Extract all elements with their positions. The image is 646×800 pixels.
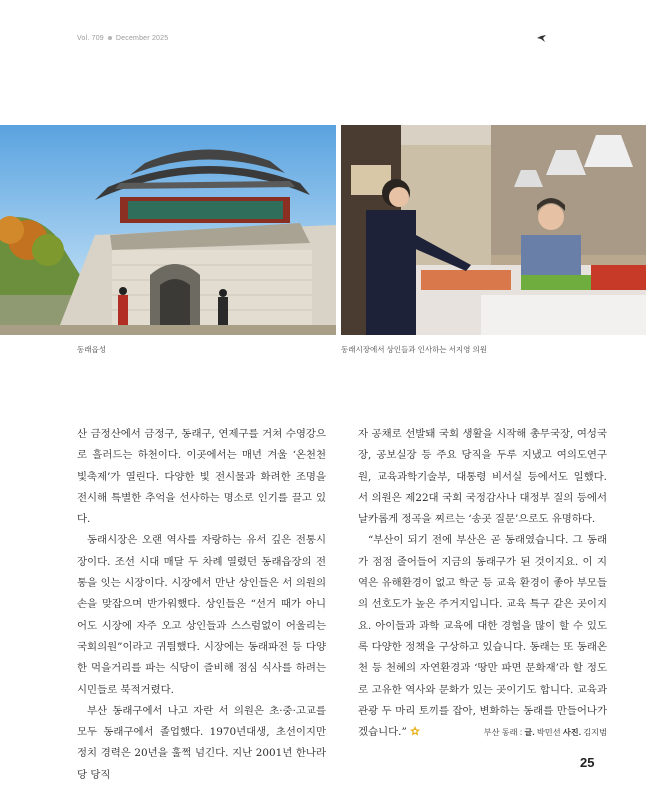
byline-place: 부산 동래 xyxy=(483,728,518,738)
paragraph: 산 금정산에서 금정구, 동래구, 연제구를 거쳐 수영강으로 흘러드는 하천이다. 이곳에서는 매년 겨울 ‘온천천 빛축제’가 열린다. 다양한 빛 전시물과 화려한 조명을 전시해 특별한 추억을 선사하는 명소로 인기를 끌고 있다. xyxy=(77,428,326,526)
byline-photo-label: 사진. xyxy=(562,728,581,738)
paragraph: 부산 동래구에서 나고 자란 서 의원은 초·중·고교를 모두 동래구에서 졸업했다. 1970년대생, 초선이지만 정치 경력은 20년을 훌쩍 넘긴다. 지난 2001년 한나라당 당직 xyxy=(77,704,326,781)
article-column-right xyxy=(358,424,607,743)
photo-market xyxy=(341,125,646,335)
byline-text-label: 글. xyxy=(524,728,535,738)
issue-header xyxy=(77,35,168,42)
byline-photographer: 김지범 xyxy=(583,728,607,738)
paragraph: 동래시장은 오랜 역사를 자랑하는 유서 깊은 전통시장이다. 조선 시대 매달 두 차례 열렸던 동래읍장의 전통을 잇는 시장이다. 시장에서 만난 상인들은 서 의원의 손을 맞잡으며 반가워했다. 상인들은 “선거 때가 아니어도 시장에 자주 오고 상인들과 스스럼없이 어울리는 국회의원”이라고 귀띔했다. 시장에는 동래파전 등 다양한 먹을거리를 파는 식당이 즐비해 점심 식사를 하려는 시민들로 북적거렸다. xyxy=(77,534,326,696)
paragraph: 자 공채로 선발돼 국회 생활을 시작해 총무국장, 여성국장, 공보실장 등 주요 당직을 두루 지냈고 여의도연구원, 교육과학기술부, 대통령 비서실 등에서도 일했다. 서 의원은 제22대 국회 국정감사나 대정부 질의 등에서 날카롭게 정곡을 찌르는 ‘송곳 질문’으로도 유명하다. xyxy=(358,428,607,526)
byline: 부산 동래 : 글. 박민선 사진. 김지범 xyxy=(483,728,607,738)
separator-dot xyxy=(108,36,112,40)
article-column-left xyxy=(77,424,326,786)
photo-fortress-gate xyxy=(0,125,336,335)
caption-market: 동래시장에서 상인들과 인사하는 서지영 의원 xyxy=(341,345,487,354)
paragraph-with-endmark xyxy=(358,530,607,743)
caption-fortress: 동래읍성 xyxy=(77,345,106,354)
page-number: 25 xyxy=(580,755,595,770)
issue-date: December 2025 xyxy=(115,35,169,42)
rose-of-sharon-icon xyxy=(410,726,420,736)
issue-volume: Vol. 709 xyxy=(77,35,104,42)
byline-writer: 박민선 xyxy=(536,728,561,738)
paragraph: “부산이 되기 전에 부산은 곧 동래였습니다. 그 동래가 점점 줄어들어 지금의 동래구가 된 것이지요. 이 지역은 유해환경이 없고 학군 등 교육 환경이 좋아 부모들의 선호도가 높은 주거지입니다. 교육 특구 같은 곳이지요. 아이들과 과학 교육에 대한 경험을 많이 할 수 있도록 다양한 정책을 구상하고 있습니다. 동래는 또 동래온천 등 천혜의 자연환경과 ‘땅만 파면 문화재’라 할 정도로 고유한 역사와 문화가 있는 곳이기도 합니다. 교육과 관광 두 마리 토끼를 잡아, 변화하는 동래를 만들어나가겠습니다.” xyxy=(358,534,607,739)
bird-logo-icon xyxy=(537,35,546,42)
